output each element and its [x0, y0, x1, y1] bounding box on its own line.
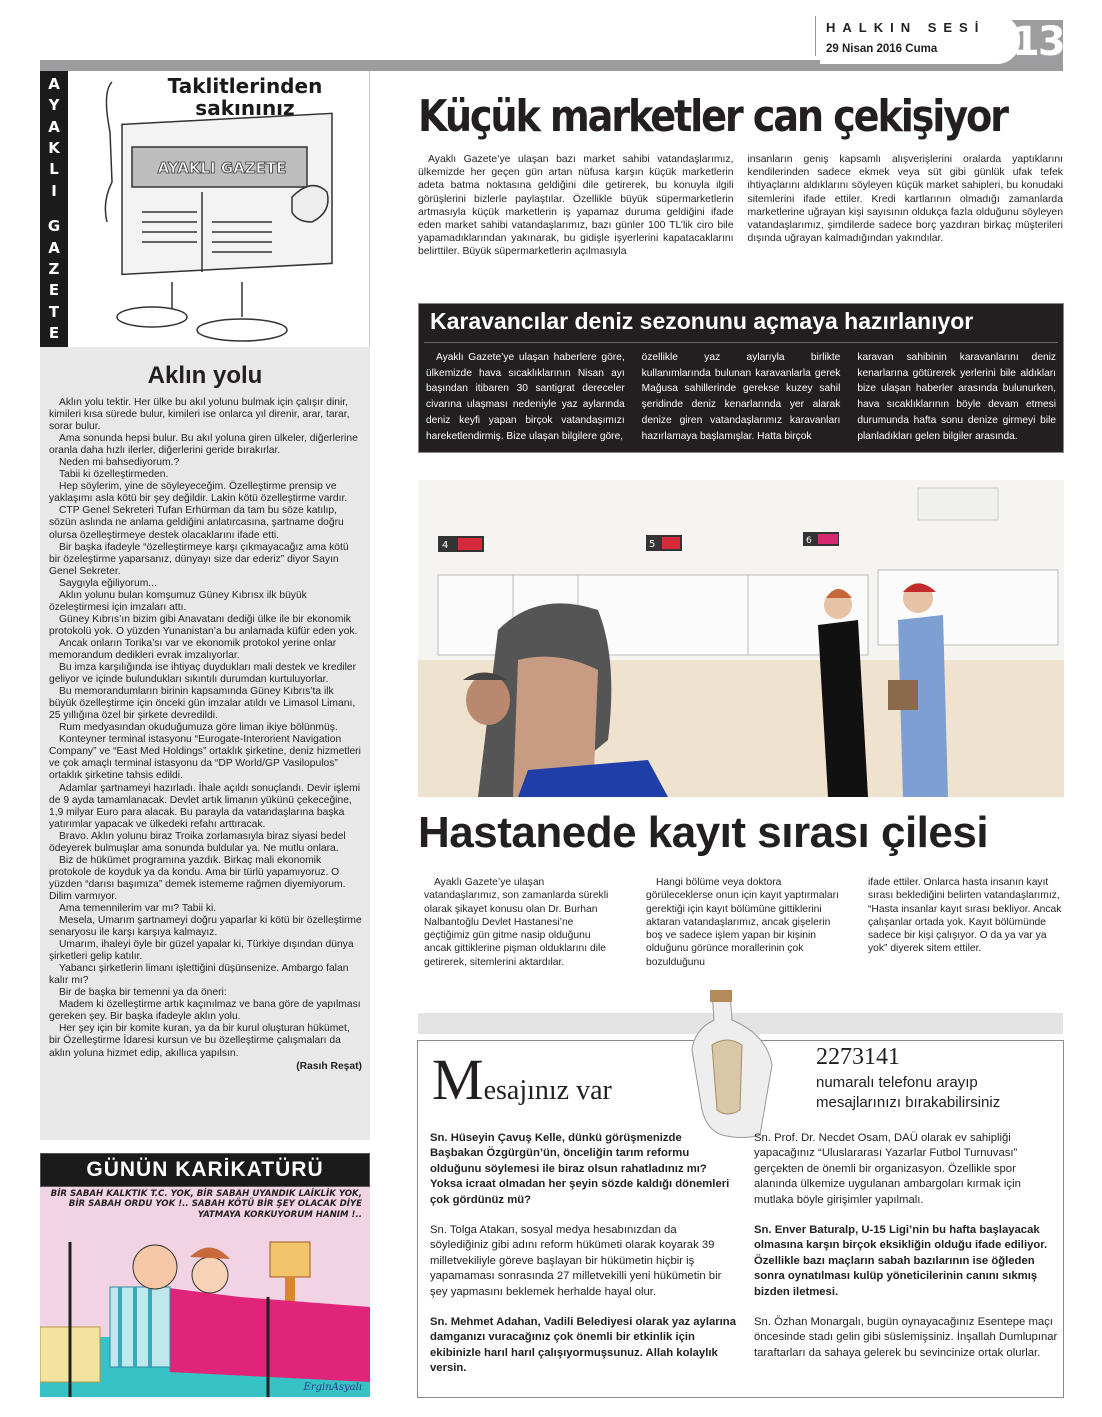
message-item: Sn. Prof. Dr. Necdet Osam, DAÜ olarak ev sahipliği yapacağınız “Uluslararası Yazarlar Futbol Turnuvası” gerçekten de önemli bir organizasyon. Özellikle spor alanında ülkemize uygulanan ambargoları kırmak için mutlaka böyle girişimler yapılmalı.	[754, 1132, 1021, 1206]
article-text: Hangi bölüme veya doktora görüleceklerse onun için kayıt yaptırmaları gerektiği için kayıt bölümüne gittiklerini aktaran vatandaşlarımız, ancak gişelerin boş ve sadece işlem yapan bir kişinin olduğunu görünce morallerinin çok bozulduğunu	[646, 877, 839, 968]
messages-instructions	[816, 1073, 1000, 1113]
cartoon-of-the-day-image	[40, 1187, 370, 1397]
strip-letter: I	[51, 181, 57, 200]
strip-letter: Z	[48, 259, 60, 278]
column-paragraph: Aklın yolu tektir. Her ülke bu akıl yolunu bulmak için çalışır dinir, kimileri kısa sürede bulur, kimileri ise onlarca yıl direnir, arar, tarar, sorar bulur.	[49, 397, 350, 433]
slogan-line-1: Taklitlerinden	[167, 74, 323, 98]
strip-letter: E	[48, 281, 60, 300]
instruction-line: numaralı telefonu arayıp	[816, 1074, 978, 1091]
messages-title	[432, 1047, 612, 1112]
column-author: (Rasıh Reşat)	[296, 1060, 362, 1072]
messages-column-left	[430, 1131, 736, 1392]
column-paragraph: Mesela, Umarım şartnameyi doğru yaparlar ki kötü bir özelleştirme senaryosu ile karşı karşıya kalmayız.	[49, 915, 362, 939]
column-paragraph: Adamlar şartnameyi hazırladı. İhale açıldı sonuçlandı. Devir işlemi de 9 ayda tamamlanacak. Devlet artık limanın yükünü çekeceğine, 1,9 milyar Euro para alacak. Bu parayla da vatandaşlarına başka yatırımlar yapacak ve ülkedeki refahı arttıracak.	[49, 782, 361, 830]
cartoon-caption	[47, 1189, 362, 1220]
column-paragraph: Bu imza karşılığında ise ihtiyaç duydukları mali destek ve krediler geliyor ve içinde bulundukları sıkıntılı durumdan kurtuluyorlar.	[49, 662, 357, 686]
svg-text:AYAKLI GAZETE: AYAKLI GAZETE	[157, 159, 287, 177]
column-paragraph: Madem ki özelleştirme artık kaçınılmaz ve bana göre de yapılması gereken şey. Bir başka ifadeyle aklın yolu.	[49, 999, 361, 1023]
page-number: 13	[1012, 19, 1064, 65]
message-item: Sn. Enver Baturalp, U-15 Ligi’nin bu hafta başlayacak olmasına karşın birçok eksikliğin olduğu ifade ediliyor. Özellikle bazı maçların sabah bazılarının ise öğleden sonra oynatılması kulüp yöneticilerinin canını sıkmış bizden iletmesi.	[754, 1224, 1048, 1298]
hospital-registration-photo	[418, 480, 1064, 797]
article-hastane-body	[424, 876, 1064, 969]
column-paragraph: Tabii ki özelleştirmeden.	[59, 469, 169, 481]
karavan-divider	[424, 342, 1058, 343]
article-column	[748, 153, 1064, 259]
column-paragraph: Hep söylerim, yine de söyleyeceğim. Özelleştirme prensip ve yaklaşımı asla kötü bir şey değildir. Lakin kötü özelleştirme vardır.	[49, 481, 348, 505]
messages-list	[430, 1131, 1060, 1392]
message-item: Sn. Özhan Monargalı, bugün oynayacağınız Esentepe maçı öncesinde stadı gelin gibi süslemişsiniz. İnşallah Dumlupınar taraftarları da sahaya gelerek bu sevincinize ortak olurlar.	[754, 1316, 1058, 1359]
article-market-body	[418, 153, 1063, 259]
headline-hastane: Hastanede kayıt sırası çilesi	[418, 808, 989, 857]
article-karavan-body	[426, 350, 1056, 444]
strip-letter: A	[48, 75, 60, 93]
column-paragraph: Konteyner terminal istasyonu “Eurogate-Interorient Navigation Company” ve “East Med Holdings” ortaklık şirketine, deniz hizmetleri ve çok amaçlı terminal istasyonu da “DP World/GP Vasilopulos” ortaklık şirketine tahsis edildi.	[49, 734, 361, 782]
publication-name: HALKIN SESİ	[826, 20, 986, 35]
slogan-line-2: sakınınız	[195, 96, 295, 120]
article-text: Ayaklı Gazete’ye ulaşan bazı market sahibi vatandaşlarımız, ülkemizde her geçen gün artan nüfusa karşın küçük marketlerin adeta batma noktasına geldiğini dile getirerek, bu konuyla ilgili görüşlerini bizlerle paylaştılar. Özellikle büyük süpermarketlerin artmasıyla küçük marketlerin iş yapamaz duruma geldiğini ifade eden market sahibi vatandaşlarımız, bazı günler 100 TL’lik ciro bile yapamadıklarından yakınarak, bu gidişle işyerlerini kapatacaklarını belirttiler. Büyük süpermarketlerin açılmasıyla	[418, 154, 734, 258]
article-text: Ayaklı Gazete’ye ulaşan haberlere göre, ülkemizde hava sıcaklıklarının Nisan ayı başından itibaren 30 santigrat dereceler civarına ulaşması nedeniyle yaz aylarında deniz keyfi yapan birçok vatandaşımızı hareketlendirmiş. Bize ulaşan bilgilere göre,	[426, 352, 625, 442]
column-paragraph: Aklın yolunu bulan komşumuz Güney Kıbrısx ilk büyük özeleştirmesi için imzaları attı.	[49, 589, 307, 613]
instruction-line: mesajlarınızı bırakabilirsiniz	[816, 1094, 1001, 1111]
message-in-bottle-icon	[672, 990, 782, 1140]
messages-phone-number: 2273141	[816, 1044, 900, 1070]
column-paragraph: Biz de hükümet programına yazdık. Birkaç mali ekonomik protokole de koyduk ya da kondu. Ama bir türlü yapamıyoruz. O yüzden “darısı başımıza” demek istememe rağmen diyemiyorum. Dilim varmıyor.	[49, 854, 346, 902]
vertical-brand-strip	[40, 71, 68, 347]
message-item: Sn. Mehmet Adahan, Vadili Belediyesi olarak yaz aylarına damganızı vuracağınız çok önemli bir etkinlik için ekibinizle harıl harıl çalışıyormuşsunuz. Allah kolaylık versin.	[430, 1316, 736, 1375]
column-body	[49, 397, 362, 1073]
cartoon-slogan	[125, 75, 365, 119]
strip-letter: Y	[48, 96, 60, 115]
message-item: Sn. Hüseyin Çavuş Kelle, dünkü görüşmenizde Başbakan Özgürgün’ün, önceliğin tarım reformu olduğunu söylemesi ile biraz olsun rahatladınız mı? Yoksa icraat olmadan her şeyin sözde kaldığı dönemleri çok gördünüz mü?	[430, 1132, 730, 1206]
strip-letter: A	[48, 117, 60, 136]
column-paragraph: CTP Genel Sekreteri Tufan Erhürman da tam bu söze katılıp, sözün aslında ne anlama geldiğini anlatırcasına, şartname doğru olursa özelleştirmeye destek olacaklarını ifade etti.	[49, 505, 344, 541]
article-column	[646, 876, 842, 969]
cartoonist-signature: ErginAsyalı	[303, 1382, 362, 1393]
column-paragraph: Bu memorandumların birinin kapsamında Güney Kıbrıs’ta ilk büyük özelleştirme için önceki gün imzalar atıldı ve Limasol Limanı, 25 yıllığına özel bir şirkete devredildi.	[49, 686, 356, 722]
column-title: Aklın yolu	[147, 362, 263, 389]
cartoon-of-the-day-heading: GÜNÜN KARİKATÜRÜ	[40, 1153, 370, 1187]
article-column	[418, 153, 734, 259]
strip-letter: A	[48, 238, 60, 257]
message-item: Sn. Tolga Atakan, sosyal medya hesabınızdan da söylediğiniz gibi adını reform hükümeti olarak koyarak 39 milletvekiliyle göreve başlayan bir hükümetin hiçbir iş yapamaması sonrasında 27 milletvekilli yeni hükümetin bir şey yapmasını beklemek herhalde hayal olur.	[430, 1224, 722, 1298]
column-paragraph: Güney Kıbrıs’ın bizim gibi Anavatanı dediği ülke ile bir ekonomik protokolü yok. O yüzden Yunanistan’a bu anlamada küfür eden yok.	[49, 613, 358, 637]
article-text: özellikle yaz aylarıyla birlikte kullanımlarında bulunan karavanlarla gerek Mağusa sahillerinde gerekse kuzey sahil şeridinde deniz kenarlarında yer alarak denize giren vatandaşlarımız karavanları hazırlamaya başlamışlar. Hatta birçok	[641, 352, 841, 442]
article-text: karavan sahibinin karavanlarını deniz kenarlarına götürerek yerlerini bile aldıkları bize ulaşan haberler arasında bulunurken, hava sıcaklıklarının böyle devam etmesi durumunda hafta sonu denize girmeyi bile planladıkları gelen bilgiler arasında.	[857, 352, 1057, 442]
strip-letter: L	[49, 160, 59, 179]
column-paragraph: Bravo. Aklın yolunu biraz Troika zorlamasıyla biraz siyasi bedel ödeyerek bulmuşlar ama sonunda buldular ya. Ne mutlu onlara.	[49, 830, 346, 854]
messages-column-right	[754, 1131, 1060, 1392]
column-paragraph: Saygıyla eğiliyorum...	[59, 577, 157, 589]
headline-market: Küçük marketler can çekişiyor	[418, 91, 1007, 142]
column-paragraph: Her şey için bir komite kuran, ya da bir kurul oluşturan hükümet, bir Özelleştirme İdaresi kursun ve bu özelleştirme çalışmaları da aklın yoluna hizmet edip, akıllıca yapılsın.	[49, 1023, 350, 1059]
strip-letter: T	[48, 302, 60, 321]
svg-text:5: 5	[649, 539, 656, 550]
messages-title-rest: esajınız var	[483, 1075, 612, 1106]
article-column	[642, 350, 841, 444]
caption-line: BİR SABAH ORDU YOK !.. SABAH KÖTÜ BİR ŞEY OLACAK DİYE	[68, 1199, 362, 1210]
svg-text:4: 4	[442, 540, 449, 551]
headline-karavan: Karavancılar deniz sezonunu açmaya hazırlanıyor	[430, 308, 974, 334]
masthead-divider	[815, 16, 816, 56]
article-text: Ayaklı Gazete’ye ulaşan vatandaşlarımız, son zamanlarda sürekli olarak şikayet konusu olan Dr. Burhan Nalbantoğlu Devlet Hastanesi’ne geçtiğimiz gün gitme nasip olduğunu ancak gittiklerine pişman olduklarını dile getirerek, sitemlerini aktardılar.	[424, 877, 609, 968]
svg-text:6: 6	[806, 536, 812, 546]
caption-line: YATMAYA KORKUYORUM HANIM !..	[197, 1209, 362, 1220]
article-text: ifade ettiler. Onlarca hasta insanın kayıt sırası beklediğini belirten vatandaşlarımız, “Hasta insanlar kayıt sırası bekliyor. Ancak çalışanlar ortada yok. Kayıt bölümünde sadece bir kişi çalışıyor. O da ya var ya yok” diyerek sitem ettiler.	[868, 877, 1062, 955]
column-paragraph: Ama sonunda hepsi bulur. Bu akıl yoluna giren ülkeler, diğerlerine oranla daha hızlı ilerler, diğerlerini geride bırakırlar.	[49, 433, 358, 457]
issue-date: 29 Nisan 2016 Cuma	[826, 43, 938, 55]
hospital-waiting-area-image	[418, 480, 1064, 797]
article-column	[426, 350, 625, 444]
strip-letter: K	[48, 138, 60, 157]
messages-title-initial: M	[432, 1047, 484, 1112]
column-paragraph: Neden mi bahsediyorum.?	[59, 457, 180, 469]
column-paragraph: Bir de başka bir temenni ya da öneri:	[59, 987, 227, 999]
article-column	[857, 350, 1056, 444]
column-paragraph: Ancak onların Torika’sı var ve ekonomik protokol yerine onlar memorandum dedikleri evrak imzalıyorlar.	[49, 637, 337, 661]
strip-letter: G	[47, 217, 61, 236]
column-paragraph: Rum medyasından okuduğumuza göre liman ikiye bölünmüş.	[59, 722, 338, 734]
column-paragraph: Bir başka ifadeyle “özelleştirmeye karşı çıkmayacağız ama kötü bir özeleştirme yaparsanız, dünyayı size dar ederiz” diyor Sayın Genel Sekreter.	[49, 541, 349, 577]
column-paragraph: Umarım, ihaleyi öyle bir güzel yapalar ki, Türkiye dışından dünya şirketleri gelip katılır.	[49, 939, 354, 963]
article-text: insanların geniş kapsamlı alışverişlerini oralarda yaptıklarını kendilerinden sadece ekmek veya süt gibi günlük ufak tefek ihtiyaçlarını aldıklarını söyleyen küçük market sahipleri, bu konudaki sitemlerini ifade ettiler. Kredi kartlarının olmadığı zamanlarda marketlerine uğrayan kişi sayısının oldukça fazla olduğunu söyleyen vatandaşlarımız, şimdilerde sadece borç yazdıran birkaç müşterileri dışında uğrayan kalmadığından yakındılar.	[747, 154, 1063, 245]
strip-letter: E	[48, 323, 60, 342]
caption-line: BİR SABAH KALKTIK T.C. YOK, BİR SABAH UYANDIK LAİKLİK YOK,	[50, 1189, 362, 1199]
article-column	[424, 876, 620, 969]
column-paragraph: Yabancı şirketlerin limanı işlettiğini düşünsenize. Ambargo falan kalır mı?	[49, 963, 349, 987]
article-column	[868, 876, 1064, 969]
column-paragraph: Ama temennilerim var mı? Tabii ki.	[59, 902, 217, 914]
